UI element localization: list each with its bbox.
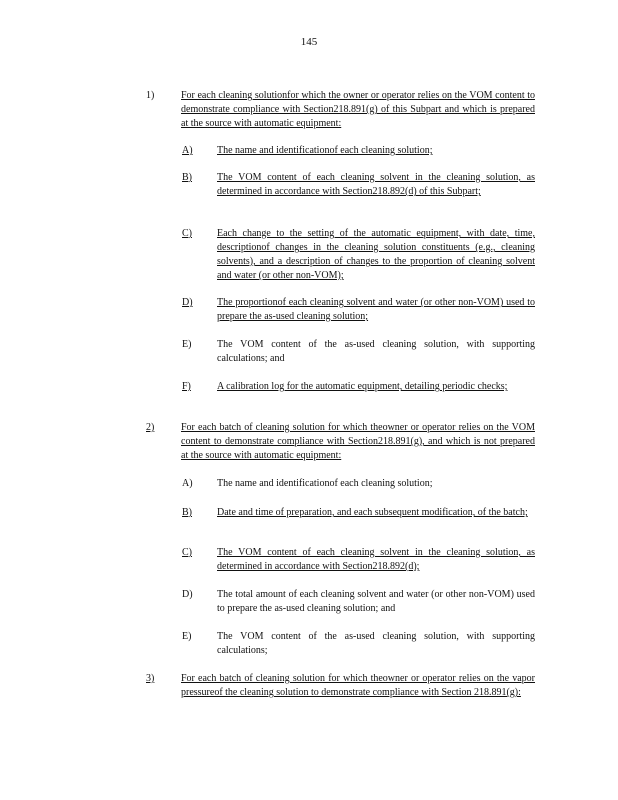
item-number: A) bbox=[182, 145, 193, 156]
item-number: B) bbox=[182, 507, 192, 518]
item-number: F) bbox=[182, 381, 191, 392]
item-number: A) bbox=[182, 478, 193, 489]
item-text: For each batch of cleaning solution for which theowner or operator relies on the vapor pressureof the cleaning solution to demonstrate compliance with Section 218.891(g): bbox=[181, 673, 535, 698]
item-text: The VOM content of each cleaning solvent in the cleaning solution, as determined in accordance with Section218.892(d); bbox=[217, 547, 535, 572]
item-text: The total amount of each cleaning solvent and water (or other non-VOM) used to prepare the as-used cleaning solution; and bbox=[217, 589, 535, 614]
item-number: C) bbox=[182, 228, 192, 239]
item-number: E) bbox=[182, 631, 192, 642]
item-number: D) bbox=[182, 589, 193, 600]
item-text: The VOM content of each cleaning solvent in the cleaning solution, as determined in accordance with Section218.892(d) of this Subpart; bbox=[217, 172, 535, 197]
item-number: C) bbox=[182, 547, 192, 558]
page-number: 145 bbox=[300, 36, 318, 48]
item-number: D) bbox=[182, 297, 193, 308]
item-text: A calibration log for the automatic equipment, detailing periodic checks; bbox=[217, 381, 508, 392]
item-text: For each batch of cleaning solution for which theowner or operator relies on the VOM content to demonstrate compliance with Section218.891(g), and which is not prepared at the source with automatic equipment: bbox=[181, 422, 535, 461]
item-text: For each cleaning solutionfor which the owner or operator relies on the VOM content to demonstrate compliance with Section218.891(g) of this Subpart and which is prepared at the source with automatic equipment: bbox=[181, 90, 535, 129]
item-text: The VOM content of the as-used cleaning solution, with supporting calculations; and bbox=[217, 339, 535, 364]
item-number: 3) bbox=[146, 673, 155, 684]
item-number: B) bbox=[182, 172, 192, 183]
item-text: The name and identificationof each cleaning solution; bbox=[217, 145, 433, 156]
item-number: E) bbox=[182, 339, 192, 350]
item-text: Each change to the setting of the automatic equipment, with date, time, descriptionof changes in the cleaning solution constituents (e.g., cleaning solvents), and a description of changes to the proportion of cleaning solvent and water (or other non-VOM); bbox=[217, 228, 535, 281]
item-text: The name and identificationof each cleaning solution; bbox=[217, 478, 433, 489]
item-text: The proportionof each cleaning solvent and water (or other non-VOM) used to prepare the as-used cleaning solution; bbox=[217, 297, 535, 322]
item-number: 2) bbox=[146, 422, 155, 433]
item-number: 1) bbox=[146, 90, 155, 101]
item-text: Date and time of preparation, and each subsequent modification, of the batch; bbox=[217, 507, 528, 518]
item-text: The VOM content of the as-used cleaning solution, with supporting calculations; bbox=[217, 631, 535, 656]
